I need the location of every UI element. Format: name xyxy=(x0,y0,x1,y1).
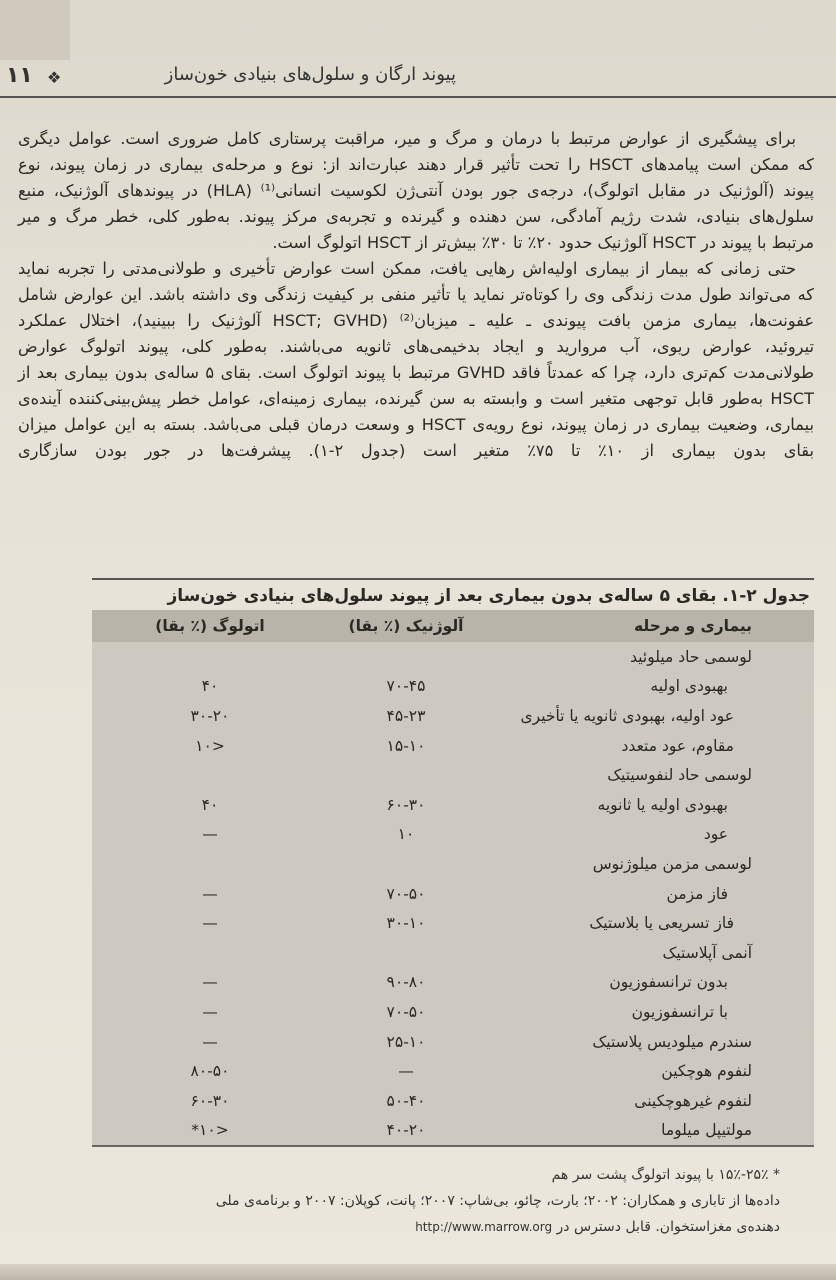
cell-disease: مقاوم، عود متعدد xyxy=(621,736,734,755)
cell-autologous: — xyxy=(202,884,218,903)
cell-autologous: ۳۰-۲۰ xyxy=(190,706,230,725)
cell-allogeneic: ۷۰-۴۵ xyxy=(386,677,426,696)
cell-disease: آنمی آپلاستیک xyxy=(662,943,752,962)
cell-allogeneic: ۴۵-۲۳ xyxy=(386,706,426,725)
cell-disease: با ترانسفوزیون xyxy=(631,1002,728,1021)
cell-autologous: — xyxy=(202,825,218,844)
footnote-availability xyxy=(24,1214,780,1240)
paragraph-line: که ممکن است پیامدهای HSCT را تحت تأثیر قرار دهند عبارت‌اند از: نوع و مرحله‌ی بیماری در زمان پیوند، نوع xyxy=(18,155,815,174)
cell-allogeneic: ۴۰-۲۰ xyxy=(386,1121,426,1140)
cell-disease: لنفوم هوچکین xyxy=(661,1062,752,1081)
cell-allogeneic: ۷۰-۵۰ xyxy=(386,884,426,903)
cell-autologous: — xyxy=(202,1002,218,1021)
running-title: پیوند ارگان و سلول‌های بنیادی خون‌ساز xyxy=(164,64,456,85)
source-url: http://www.marrow.org xyxy=(415,1220,553,1234)
table-row xyxy=(92,938,814,968)
table-row xyxy=(92,968,814,998)
paragraph-line: برای پیشگیری از عوارض مرتبط با درمان و مرگ و میر، مراقبت پرستاری کامل ضروری است. عوامل دیگری xyxy=(18,129,796,148)
table-row xyxy=(92,760,814,790)
header-disease: بیماری و مرحله xyxy=(633,617,752,635)
table-row xyxy=(92,997,814,1027)
table-body xyxy=(92,610,814,1147)
header-rule xyxy=(0,96,836,98)
diamond-ornament-icon: ❖ xyxy=(47,68,62,87)
cell-autologous: <۱۰* xyxy=(191,1121,229,1140)
cell-autologous: — xyxy=(202,914,218,933)
table-rows xyxy=(92,642,814,1145)
cell-autologous: <۱۰ xyxy=(195,736,225,755)
table-row xyxy=(92,820,814,850)
paragraph-line: سلول‌های بنیادی، شدت رژیم آمادگی، سن دهنده و گیرنده و تجربه‌ی مرکز پیوند. به‌طور کلی، خطر مرگ و میر xyxy=(18,207,814,226)
cell-allogeneic: ۹۰-۸۰ xyxy=(386,973,426,992)
table-row xyxy=(92,1116,814,1146)
table-row xyxy=(92,790,814,820)
page-number: ۱۱ xyxy=(6,63,33,88)
cell-autologous: ۴۰ xyxy=(201,795,219,814)
running-header xyxy=(0,60,836,100)
paragraph-line: حتی زمانی که بیمار از بیماری اولیه‌اش رهایی یافت، ممکن است عوارض تأخیری و طولانی‌مدتی را تجربه نماید xyxy=(18,259,796,278)
cell-allogeneic: ۳۰-۱۰ xyxy=(386,914,426,933)
cell-allogeneic: ۷۰-۵۰ xyxy=(386,1002,426,1021)
cell-disease: لوسمی حاد میلوئید xyxy=(630,647,752,666)
cell-disease: لوسمی مزمن میلوژنوس xyxy=(592,854,752,873)
table-row xyxy=(92,908,814,938)
cell-allogeneic: — xyxy=(398,1062,414,1081)
table-row xyxy=(92,701,814,731)
cell-autologous: — xyxy=(202,1032,218,1051)
cell-disease: بهبودی اولیه xyxy=(650,677,728,696)
cell-disease: فاز مزمن xyxy=(666,884,728,903)
footnote-availability-text: دهنده‌ی مغزاستخوان. قابل دسترس در xyxy=(556,1219,780,1235)
paragraph-line: تیروئید، عوارض ریوی، آب مروارید و ایجاد بدخیمی‌های ثانویه می‌باشند. به‌طور کلی، پیوند اتولوگ عوارض xyxy=(18,337,814,356)
table-row xyxy=(92,731,814,761)
table-row xyxy=(92,1086,814,1116)
footnote-star: * ۲۵٪-۱۵٪ با پیوند اتولوگ پشت سر هم xyxy=(551,1167,780,1183)
cell-disease: فاز تسریعی یا بلاستیک xyxy=(589,914,734,933)
paragraph-line: مرتبط با پیوند در HSCT آلوژنیک حدود ۲۰٪ تا ۳۰٪ بیش‌تر از HSCT اتولوگ است. xyxy=(272,233,814,252)
cell-allogeneic: ۱۵-۱۰ xyxy=(386,736,426,755)
table-row xyxy=(92,879,814,909)
cell-allogeneic: ۱۰ xyxy=(397,825,415,844)
page-bottom-edge xyxy=(0,1264,836,1280)
paragraph-line: که می‌تواند طول مدت زندگی وی را کوتاه‌تر نماید یا تأثیر منفی بر کیفیت زندگی وی داشته باشد. این عوارض شامل xyxy=(18,285,814,304)
cell-disease: سندرم میلودیس پلاستیک xyxy=(592,1032,752,1051)
paragraph-line: بیماری، وضعیت بیماری در زمان پیوند، نوع رویه‌ی HSCT و وسعت درمان قبلی می‌باشد. بسته به این عوامل میزان xyxy=(18,415,814,434)
body-text xyxy=(18,126,814,464)
cell-allogeneic: ۶۰-۳۰ xyxy=(386,795,426,814)
paragraph-line: بقای بدون بیماری از ۱۰٪ تا ۷۵٪ متغیر است (جدول ۲-۱). پیشرفت‌ها در جور بودن سازگاری xyxy=(18,441,814,460)
table-header-row xyxy=(92,610,814,642)
cell-allogeneic: ۲۵-۱۰ xyxy=(386,1032,426,1051)
header-allogeneic: آلوژنیک (٪ بقا) xyxy=(348,617,464,635)
cell-disease: عود اولیه، بهبودی ثانویه یا تأخیری xyxy=(520,706,734,725)
table-row xyxy=(92,849,814,879)
cell-disease: لنفوم غیرهوچکینی xyxy=(634,1091,752,1110)
cell-disease: لوسمی حاد لنفوسیتیک xyxy=(607,766,752,785)
footnote-source: داده‌ها از تاباری و همکاران: ۲۰۰۲؛ بارت، چائو، بی‌شاپ: ۲۰۰۷؛ پانت، کوپلان: ۲۰۰۷ و برنامه‌ی ملی xyxy=(215,1193,780,1209)
cell-disease: بهبودی اولیه یا ثانویه xyxy=(597,795,728,814)
table-row xyxy=(92,672,814,702)
cell-allogeneic: ۵۰-۴۰ xyxy=(386,1091,426,1110)
cell-autologous: ۴۰ xyxy=(201,677,219,696)
paragraph-line: طولانی‌مدت کم‌تری دارد، چرا که عمدتاً فاقد GVHD مرتبط با پیوند اتولوگ است. بقای ۵ ساله‌ی بدون بیماری بعد از xyxy=(18,363,814,382)
page-gutter xyxy=(0,0,70,60)
table-caption: جدول ۲-۱. بقای ۵ ساله‌ی بدون بیماری بعد از پیوند سلول‌های بنیادی خون‌ساز xyxy=(167,586,810,606)
footnotes xyxy=(24,1162,780,1240)
survival-table xyxy=(92,578,814,1147)
paragraph-line: پیوند (آلوژنیک در مقابل اتولوگ)، درجه‌ی جور بودن آنتی‌ژن لکوسیت انسانی⁽¹⁾ (HLA) در پیوندهای آلوژنیک، منبع xyxy=(18,181,814,200)
cell-autologous: — xyxy=(202,973,218,992)
cell-disease: عود xyxy=(703,825,728,844)
header-autologous: اتولوگ (٪ بقا) xyxy=(155,617,265,635)
cell-disease: بدون ترانسفوزیون xyxy=(609,973,728,992)
cell-autologous: ۶۰-۳۰ xyxy=(190,1091,230,1110)
cell-disease: مولتیپل میلوما xyxy=(661,1121,752,1140)
table-row xyxy=(92,1027,814,1057)
paragraph-line: HSCT به‌طور قابل توجهی متغیر است و وابسته به سن گیرنده، بیماری زمینه‌ای، عوامل خطر پیش‌بینی‌کننده آینده‌ی xyxy=(18,389,814,408)
cell-autologous: ۸۰-۵۰ xyxy=(190,1062,230,1081)
table-row xyxy=(92,1056,814,1086)
paragraph-line: عفونت‌ها، بیماری مزمن بافت پیوندی ـ علیه ـ میزبان⁽²⁾ (HSCT; GVHD آلوژنیک را ببینید)، اختلال عملکرد xyxy=(18,311,815,330)
table-row xyxy=(92,642,814,672)
